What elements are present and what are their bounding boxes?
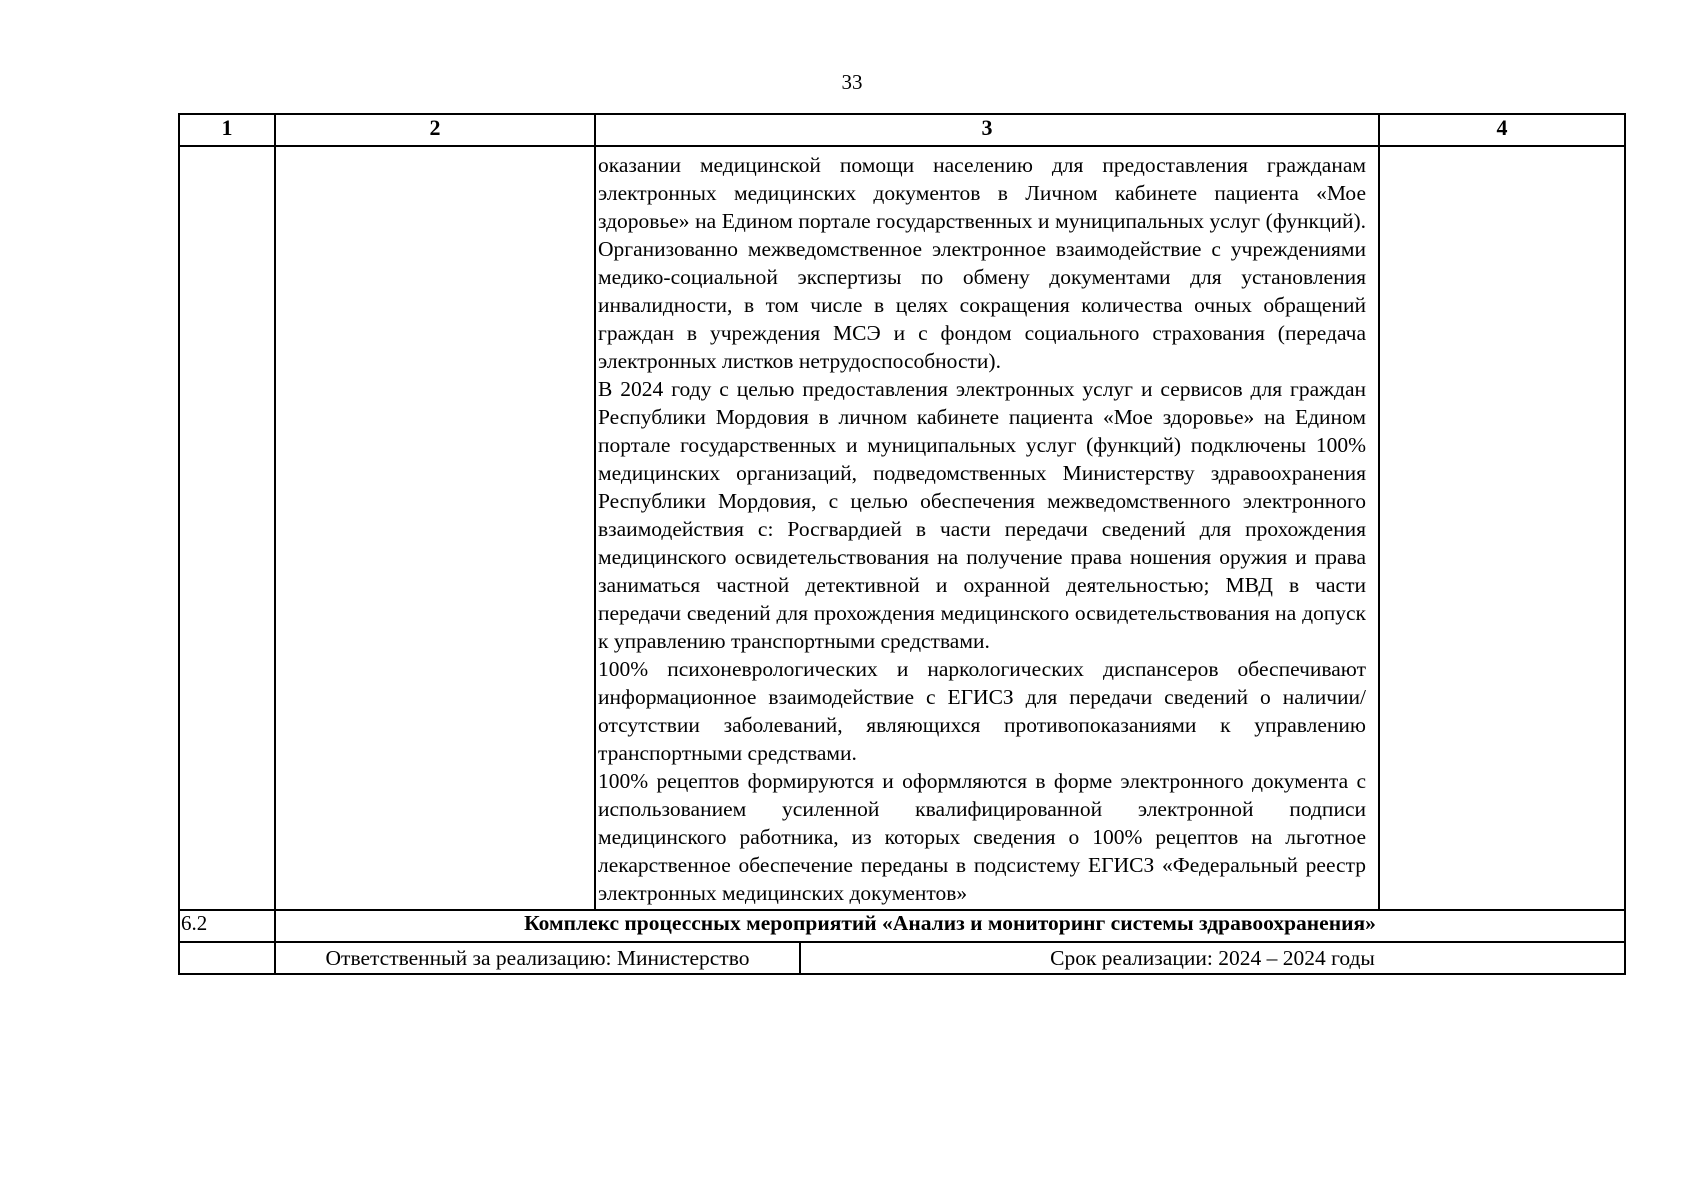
section-row (179, 910, 1625, 942)
cell-description (595, 146, 1379, 910)
column-header-2: 2 (275, 114, 595, 146)
column-header-4: 4 (1379, 114, 1625, 146)
document-table (178, 113, 1626, 975)
paragraph: 100% психоневрологических и наркологических диспансеров обеспечивают информационное взаимодействие с ЕГИСЗ для передачи сведений о наличии/отсутствии заболеваний, являющихся противопоказаниями к управлению транспортными средствами. (598, 657, 1366, 765)
cell-col-1 (179, 146, 275, 910)
cell-col-2 (275, 146, 595, 910)
deadline-text: Срок реализации: 2024 – 2024 годы (1050, 945, 1375, 970)
cell-empty (179, 942, 275, 974)
table-header-row (179, 114, 1625, 146)
page-number: 33 (841, 70, 863, 94)
section-info-cell (275, 942, 1625, 974)
section-info-row (179, 942, 1625, 974)
column-header-3: 3 (595, 114, 1379, 146)
paragraph: В 2024 году с целью предоставления электронных услуг и сервисов для граждан Республики Мордовия в личном кабинете пациента «Мое здоровье» на Едином портале государственных и муниципальных услуг (функций) подключены 100% медицинских организаций, подведомственных Министерству здравоохранения Республики Мордовия, с целью обеспечения межведомственного электронного взаимодействия с: Росгвардией в части передачи сведений для прохождения медицинского освидетельствования на получение права ношения оружия и права заниматься частной детективной и охранной деятельностью; МВД в части передачи сведений для прохождения медицинского освидетельствования на допуск к управлению транспортными средствами. (598, 377, 1366, 653)
section-number: 6.2 (179, 910, 275, 942)
column-header-1: 1 (179, 114, 275, 146)
table-row (179, 146, 1625, 910)
section-info-table (276, 943, 1624, 973)
paragraph: оказании медицинской помощи населению для предоставления гражданам электронных медицинских документов в Личном кабинете пациента «Мое здоровье» на Едином портале государственных и муниципальных услуг (функций). Организованно межведомственное электронное взаимодействие с учреждениями медико-социальной экспертизы по обмену документами для установления инвалидности, в том числе в целях сокращения количества очных обращений граждан в учреждения МСЭ и с фондом социального страхования (передача электронных листков нетрудоспособности). (598, 153, 1366, 373)
section-title: Комплекс процессных мероприятий «Анализ и мониторинг системы здравоохранения» (275, 910, 1625, 942)
paragraph: 100% рецептов формируются и оформляются в форме электронного документа с использованием усиленной квалифицированной электронной подписи медицинского работника, из которых сведения о 100% рецептов на льготное лекарственное обеспечение переданы в подсистему ЕГИСЗ «Федеральный реестр электронных медицинских документов» (598, 769, 1366, 905)
cell-col-4 (1379, 146, 1625, 910)
responsible-text: Ответственный за реализацию: Министерство (276, 943, 800, 973)
